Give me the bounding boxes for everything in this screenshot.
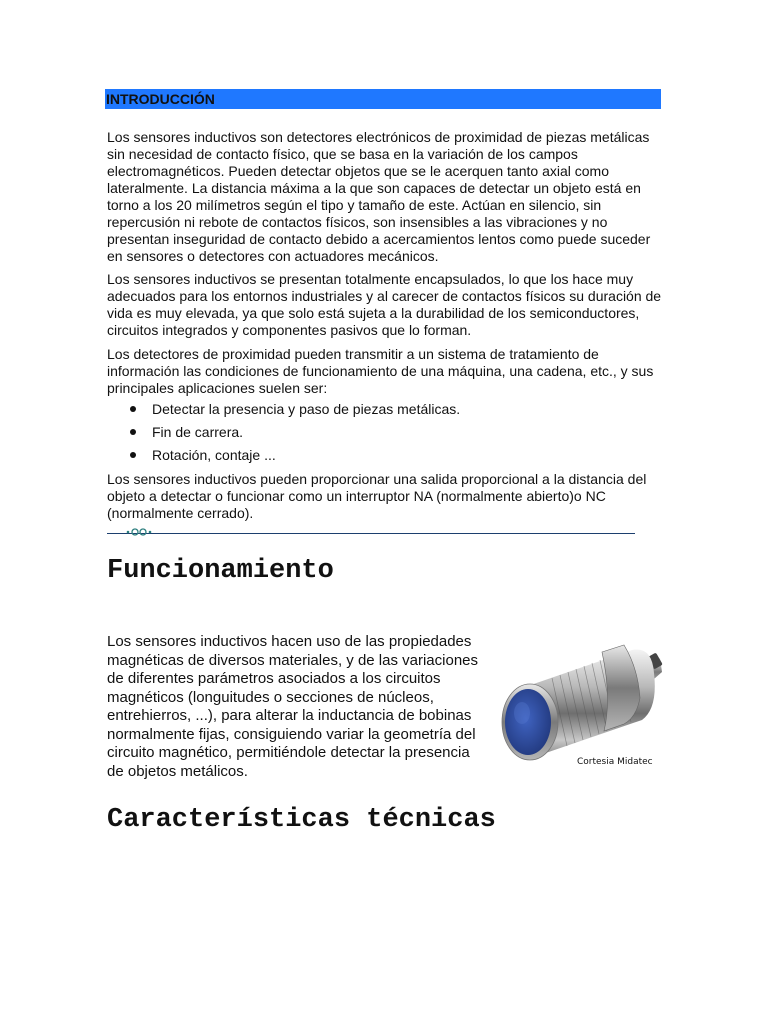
intro-paragraph-1: Los sensores inductivos son detectores electrónicos de proximidad de piezas metálicas sin necesidad de contacto físico, que se basa en la variación de los campos electromagnéticos. Pueden detectar objetos que se le acerquen tanto axial como lateralmente. La distancia máxima a la que son capaces de detectar un objeto está en torno a los 20 milímetros según el tipo y tamaño de este. Actúan en silencio, sin repercusión ni rebote de contactos físicos, son insensibles a las vibraciones y no presentan inseguridad de contacto debido a acercamientos lentos como puede suceder en sensores o detectores con actuadores mecánicos. [107, 129, 651, 264]
image-caption: Cortesia Midatec [577, 757, 653, 767]
section-divider [107, 533, 635, 534]
intro-closing-paragraph: Los sensores inductivos pueden proporcionar una salida proporcional a la distancia del objeto a detectar o funcionar como un interruptor NA (normalmente abierto)o NC (normalmente cerrado). [107, 471, 647, 521]
section-title-funcionamiento: Funcionamiento [107, 556, 334, 586]
list-item: Detectar la presencia y paso de piezas metálicas. [107, 399, 607, 422]
intro-paragraph-2: Los sensores inductivos se presentan totalmente encapsulados, lo que los hace muy adecuados para los entornos industriales y al carecer de contactos físicos su duración de vida es muy elevada, ya que solo está sujeta a la durabilidad de los semiconductores, circuitos integrados y componentes pasivos que lo forman. [107, 271, 662, 338]
bullet-icon [130, 429, 136, 435]
funcionamiento-paragraph: Los sensores inductivos hacen uso de las propiedades magnéticas de diversos materiales, y de las variaciones de diferentes parámetros asociados a los circuitos magnéticos (longuitudes o secciones de núcleos, entrehierros, ...), para alterar la inductancia de bobinas normalmente fijas, consiguiendo variar la geometría del circuito magnético, permitiéndole detectar la presencia de objetos metálicos. [107, 633, 479, 780]
list-item: Rotación, contaje ... [107, 445, 607, 468]
divider-ornament-icon [122, 527, 154, 537]
bullet-icon [130, 406, 136, 412]
intro-paragraph-3: Los detectores de proximidad pueden transmitir a un sistema de tratamiento de información las condiciones de funcionamiento de una máquina, una cadena, etc., y sus principales aplicaciones suelen ser: [107, 346, 654, 396]
section-title-caracteristicas: Características técnicas [107, 805, 496, 835]
intro-heading: INTRODUCCIÓN [106, 91, 215, 107]
list-item: Fin de carrera. [107, 422, 607, 445]
bullet-icon [130, 452, 136, 458]
applications-list [107, 399, 607, 468]
